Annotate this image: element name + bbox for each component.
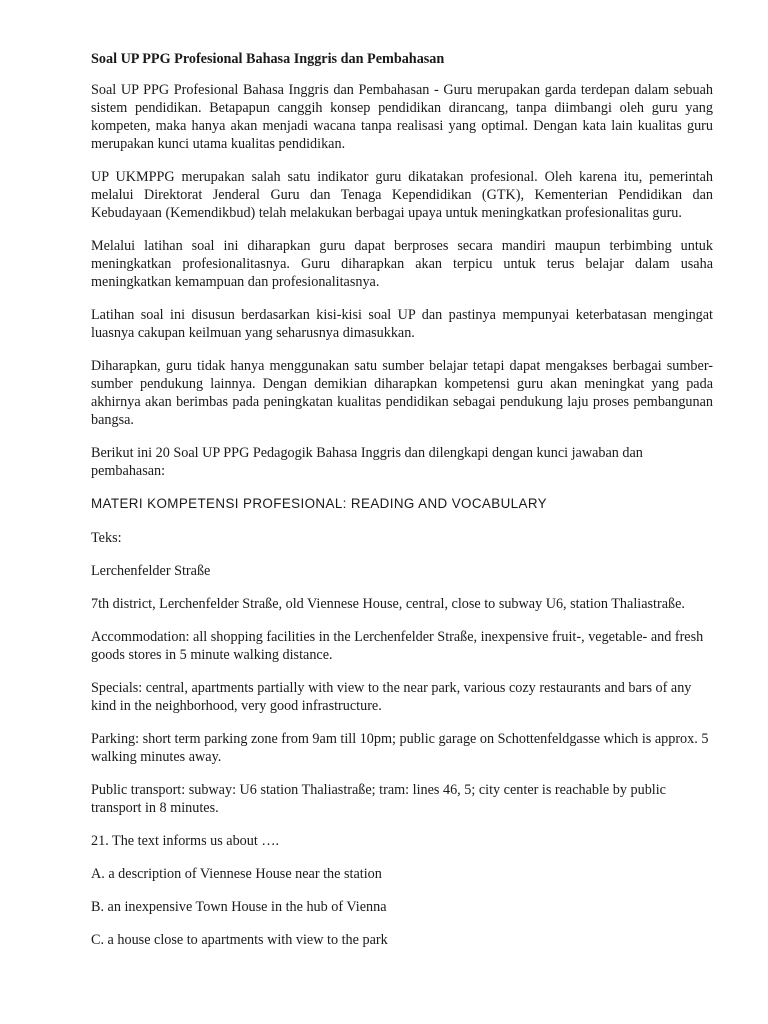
intro-paragraph-2: UP UKMPPG merupakan salah satu indikator guru dikatakan profesional. Oleh karena itu, pemerintah melalui Direktorat Jenderal Guru dan Tenaga Kependidikan (GTK), Kementerian Pendidikan dan Kebudayaan (Kemendikbud) telah melakukan berbagai upaya untuk meningkatkan profesionalitas guru. xyxy=(91,169,713,221)
intro-paragraph-1: Soal UP PPG Profesional Bahasa Inggris dan Pembahasan - Guru merupakan garda terdepan dalam sebuah sistem pendidikan. Betapapun canggih konsep pendidikan dirancang, tanpa diimbangi oleh guru yang kompeten, maka hanya akan menjadi wacana tanpa realisasi yang optimal. Dengan kata lain kualitas guru merupakan kunci utama kualitas pendidikan. xyxy=(91,82,713,152)
reading-title: Lerchenfelder Straße xyxy=(91,563,211,579)
intro-paragraph-5: Diharapkan, guru tidak hanya menggunakan satu sumber belajar tetapi dapat mengakses berbagai sumber-sumber pendukung lainnya. Dengan demikian diharapkan kompetensi guru akan meningkat yang pada akhirnya akan berimbas pada peningkatan kualitas pendidikan sebagai pendukung laju proses pembangunan bangsa. xyxy=(91,358,713,428)
reading-line-parking: Parking: short term parking zone from 9am till 10pm; public garage on Schottenfeldgasse which is approx. 5 walking minutes away. xyxy=(91,731,709,765)
reading-line-accommodation: Accommodation: all shopping facilities in the Lerchenfelder Straße, inexpensive fruit-, vegetable- and fresh goods stores in 5 minute walking distance. xyxy=(91,629,704,663)
intro-paragraph-4: Latihan soal ini disusun berdasarkan kisi-kisi soal UP dan pastinya mempunyai keterbatasan mengingat luasnya cakupan keilmuan yang seharusnya dimasukkan. xyxy=(91,307,713,341)
question-text: 21. The text informs us about …. xyxy=(91,833,280,849)
document-page xyxy=(91,50,713,964)
intro-paragraph-3: Melalui latihan soal ini diharapkan guru dapat berproses secara mandiri maupun terbimbing untuk meningkatkan profesionalitasnya. Guru diharapkan akan terpicu untuk terus belajar dalam usaha meningkatkan kemampuan dan profesionalitasnya. xyxy=(91,238,713,290)
option-c: C. a house close to apartments with view to the park xyxy=(91,932,388,948)
teks-label: Teks: xyxy=(91,530,122,546)
option-b: B. an inexpensive Town House in the hub of Vienna xyxy=(91,899,387,915)
reading-line-specials: Specials: central, apartments partially with view to the near park, various cozy restaurants and bars of any kind in the neighborhood, very good infrastructure. xyxy=(91,680,692,714)
section-heading: MATERI KOMPETENSI PROFESIONAL: READING AND VOCABULARY xyxy=(91,496,547,511)
intro-paragraph-6: Berikut ini 20 Soal UP PPG Pedagogik Bahasa Inggris dan dilengkapi dengan kunci jawaban dan pembahasan: xyxy=(91,445,643,479)
reading-line-transport: Public transport: subway: U6 station Thaliastraße; tram: lines 46, 5; city center is reachable by public transport in 8 minutes. xyxy=(91,782,666,816)
reading-line-location: 7th district, Lerchenfelder Straße, old Viennese House, central, close to subway U6, station Thaliastraße. xyxy=(91,596,685,612)
document-title: Soal UP PPG Profesional Bahasa Inggris dan Pembahasan xyxy=(91,51,445,67)
option-a: A. a description of Viennese House near the station xyxy=(91,866,382,882)
